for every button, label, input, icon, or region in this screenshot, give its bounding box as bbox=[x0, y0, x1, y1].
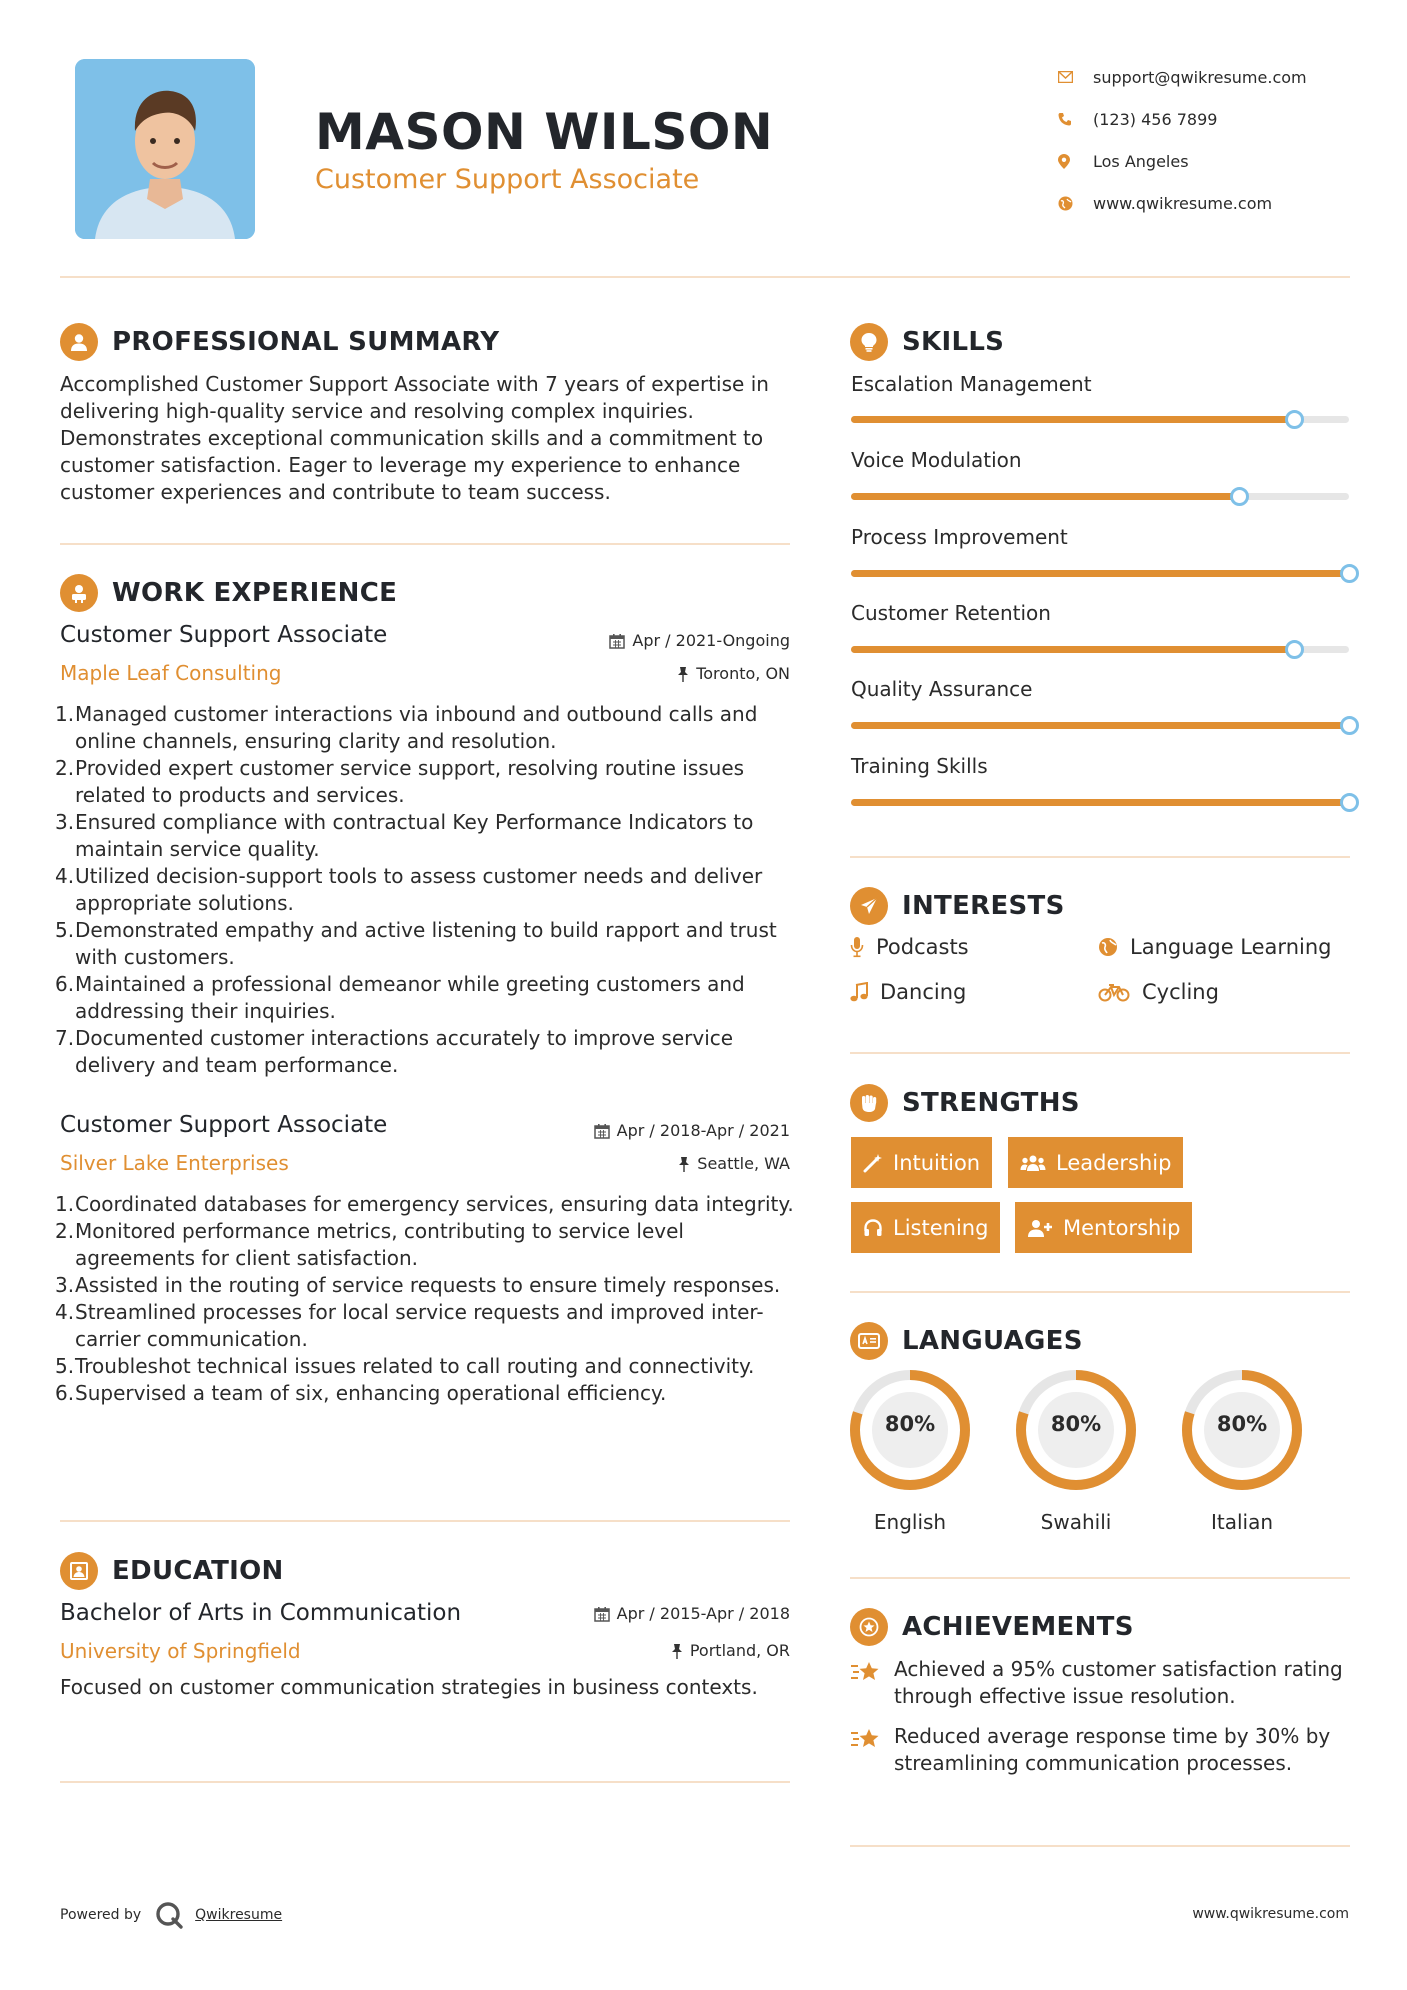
strengths-divider bbox=[850, 1291, 1350, 1293]
language-english bbox=[848, 1368, 972, 1534]
language-card-icon bbox=[850, 1322, 888, 1360]
job-2-title: Customer Support Associate bbox=[60, 1112, 388, 1138]
skill-bar bbox=[851, 416, 1349, 423]
strengths-heading: STRENGTHS bbox=[902, 1088, 1080, 1118]
list-item: 1. Coordinated databases for emergency services, ensuring data integrity. bbox=[55, 1192, 794, 1216]
skill-bar-fill bbox=[851, 493, 1239, 500]
achievement-text: Achieved a 95% customer satisfaction rating through effective issue resolution. bbox=[894, 1657, 1343, 1708]
interest-label: Language Learning bbox=[1130, 935, 1332, 959]
education-location bbox=[540, 1641, 790, 1660]
interests-heading: INTERESTS bbox=[902, 891, 1065, 921]
job-1-location-text: Toronto, ON bbox=[696, 664, 790, 683]
shooting-star-icon bbox=[850, 1727, 882, 1751]
language-percent: 80% bbox=[1050, 1412, 1102, 1436]
skill-bar-fill bbox=[851, 722, 1349, 729]
skills-divider bbox=[850, 856, 1350, 858]
contact-location-text: Los Angeles bbox=[1093, 151, 1189, 171]
footer-url[interactable]: www.qwikresume.com bbox=[1192, 1906, 1349, 1922]
skill-bar-knob bbox=[1340, 793, 1359, 812]
experience-heading: WORK EXPERIENCE bbox=[112, 578, 398, 608]
strength-label: Leadership bbox=[1056, 1150, 1172, 1175]
achievements-heading: ACHIEVEMENTS bbox=[902, 1612, 1134, 1642]
users-icon bbox=[1020, 1153, 1046, 1173]
strength-chip-leadership bbox=[1008, 1137, 1183, 1188]
contact-phone[interactable] bbox=[1055, 98, 1307, 140]
powered-by-text: Powered by bbox=[60, 1907, 142, 1923]
map-pin-icon bbox=[1055, 154, 1093, 169]
summary-text: Accomplished Customer Support Associate with 7 years of expertise in delivering high-quality service and resolving complex inquiries. Demonstrates exceptional communication skills and a commitment to customer satisfaction. Eager to leverage my experience to enhance customer experiences and contribute to team success. bbox=[60, 372, 769, 504]
job-1-date-text: Apr / 2021-Ongoing bbox=[632, 631, 790, 650]
skill-label: Process Improvement bbox=[851, 525, 1068, 549]
skill-bar-knob bbox=[1285, 640, 1304, 659]
skill-bar bbox=[851, 722, 1349, 729]
list-item: 2. Monitored performance metrics, contributing to service level agreements for client satisfaction. bbox=[55, 1219, 684, 1270]
job-1-company: Maple Leaf Consulting bbox=[60, 661, 282, 685]
interest-label: Dancing bbox=[880, 980, 967, 1004]
skill-bar-fill bbox=[851, 799, 1349, 806]
list-item: 2. Provided expert customer service support, resolving routine issues related to products and services. bbox=[55, 756, 745, 807]
language-name: Italian bbox=[1210, 1510, 1274, 1534]
shooting-star-icon bbox=[850, 1660, 882, 1684]
magic-wand-icon bbox=[863, 1153, 883, 1173]
skill-label: Customer Retention bbox=[851, 601, 1051, 625]
strength-label: Mentorship bbox=[1063, 1215, 1181, 1240]
languages-section-header bbox=[850, 1322, 1083, 1360]
pushpin-icon bbox=[677, 666, 689, 682]
skill-bar-knob bbox=[1340, 716, 1359, 735]
globe-icon bbox=[1098, 937, 1118, 957]
star-badge-icon bbox=[850, 1608, 888, 1646]
list-item: 7. Documented customer interactions accurately to improve service delivery and team performance. bbox=[55, 1026, 734, 1077]
achievement-item bbox=[850, 1656, 1350, 1710]
list-item: 5. Demonstrated empathy and active listening to build rapport and trust with customers. bbox=[55, 918, 777, 969]
interest-dancing bbox=[850, 980, 966, 1004]
list-item: 4. Utilized decision-support tools to assess customer needs and deliver appropriate solutions. bbox=[55, 864, 763, 915]
headphones-icon bbox=[863, 1218, 883, 1238]
contact-email[interactable] bbox=[1055, 56, 1307, 98]
job-1-bullets bbox=[55, 701, 800, 1079]
achievements-divider bbox=[850, 1845, 1350, 1847]
graduation-icon bbox=[60, 1552, 98, 1590]
skill-label: Training Skills bbox=[851, 754, 988, 778]
skill-bar-fill bbox=[851, 646, 1294, 653]
skill-bar-fill bbox=[851, 416, 1294, 423]
user-plus-icon bbox=[1027, 1218, 1053, 1238]
calendar-icon bbox=[594, 1123, 610, 1139]
calendar-icon bbox=[609, 633, 625, 649]
achievements-section-header bbox=[850, 1608, 1134, 1646]
candidate-title: Customer Support Associate bbox=[315, 164, 700, 195]
contact-list bbox=[1055, 56, 1307, 224]
calendar-icon bbox=[594, 1606, 610, 1622]
job-1-date bbox=[540, 631, 790, 650]
music-note-icon bbox=[850, 982, 868, 1002]
skill-label: Quality Assurance bbox=[851, 677, 1033, 701]
strength-chip-mentorship bbox=[1015, 1202, 1192, 1253]
languages-heading: LANGUAGES bbox=[902, 1326, 1083, 1356]
language-swahili bbox=[1014, 1368, 1138, 1534]
education-school: University of Springfield bbox=[60, 1639, 301, 1663]
job-2-date-text: Apr / 2018-Apr / 2021 bbox=[616, 1121, 790, 1140]
qwikresume-logo-icon bbox=[153, 1900, 187, 1930]
interest-label: Podcasts bbox=[876, 935, 969, 959]
education-date bbox=[540, 1604, 790, 1623]
contact-website[interactable] bbox=[1055, 182, 1307, 224]
education-heading: EDUCATION bbox=[112, 1556, 284, 1586]
job-2-company: Silver Lake Enterprises bbox=[60, 1151, 289, 1175]
education-date-text: Apr / 2015-Apr / 2018 bbox=[616, 1604, 790, 1623]
list-item: 1. Managed customer interactions via inbound and outbound calls and online channels, ensuring clarity and resolution. bbox=[55, 702, 758, 753]
list-item: 5. Troubleshot technical issues related to call routing and connectivity. bbox=[55, 1354, 755, 1378]
language-name: English bbox=[873, 1510, 947, 1534]
experience-divider bbox=[60, 1520, 790, 1522]
language-percent: 80% bbox=[884, 1412, 936, 1436]
interests-section-header bbox=[850, 887, 1065, 925]
skill-bar bbox=[851, 799, 1349, 806]
summary-section-header bbox=[60, 323, 499, 361]
strengths-section-header bbox=[850, 1084, 1080, 1122]
fist-icon bbox=[850, 1084, 888, 1122]
education-divider bbox=[60, 1781, 790, 1783]
education-location-text: Portland, OR bbox=[689, 1641, 790, 1660]
language-percent: 80% bbox=[1216, 1412, 1268, 1436]
person-photo-icon bbox=[75, 59, 255, 239]
job-2-location bbox=[540, 1154, 790, 1173]
job-2-bullets bbox=[55, 1191, 800, 1407]
job-1-location bbox=[540, 664, 790, 683]
footer-brand-link[interactable]: Qwikresume bbox=[195, 1907, 283, 1923]
languages-divider bbox=[850, 1577, 1350, 1579]
summary-divider bbox=[60, 543, 790, 545]
interest-cycling bbox=[1098, 980, 1219, 1004]
profile-photo bbox=[75, 59, 255, 239]
user-icon bbox=[60, 323, 98, 361]
bicycle-icon bbox=[1098, 982, 1130, 1002]
phone-icon bbox=[1055, 112, 1093, 126]
interests-divider bbox=[850, 1052, 1350, 1054]
achievement-text: Reduced average response time by 30% by streamlining communication processes. bbox=[894, 1724, 1331, 1775]
pushpin-icon bbox=[678, 1156, 690, 1172]
language-name: Swahili bbox=[1040, 1510, 1112, 1534]
paper-plane-icon bbox=[850, 887, 888, 925]
list-item: 6. Supervised a team of six, enhancing operational efficiency. bbox=[55, 1381, 667, 1405]
skill-bar bbox=[851, 570, 1349, 577]
lightbulb-icon bbox=[850, 323, 888, 361]
skill-bar-knob bbox=[1230, 487, 1249, 506]
skill-bar-fill bbox=[851, 570, 1349, 577]
skill-bar-knob bbox=[1285, 410, 1304, 429]
list-item: 3. Ensured compliance with contractual Key Performance Indicators to maintain service quality. bbox=[55, 810, 754, 861]
briefcase-icon bbox=[60, 574, 98, 612]
envelope-icon bbox=[1055, 71, 1093, 83]
education-section-header bbox=[60, 1552, 284, 1590]
skills-heading: SKILLS bbox=[902, 327, 1005, 357]
job-1-title: Customer Support Associate bbox=[60, 622, 388, 648]
pushpin-icon bbox=[671, 1643, 683, 1659]
footer-powered-by bbox=[60, 1900, 282, 1930]
microphone-icon bbox=[850, 936, 864, 958]
contact-location bbox=[1055, 140, 1307, 182]
contact-phone-text: (123) 456 7899 bbox=[1093, 109, 1218, 129]
summary-heading: PROFESSIONAL SUMMARY bbox=[112, 327, 500, 357]
header-divider bbox=[60, 276, 1350, 278]
candidate-name: MASON WILSON bbox=[315, 103, 774, 161]
interest-language-learning bbox=[1098, 935, 1331, 959]
list-item: 6. Maintained a professional demeanor while greeting customers and addressing their inquiries. bbox=[55, 972, 745, 1023]
list-item: 4. Streamlined processes for local service requests and improved inter-carrier communication. bbox=[55, 1300, 764, 1351]
strength-chip-intuition bbox=[851, 1137, 992, 1188]
contact-website-text: www.qwikresume.com bbox=[1093, 193, 1273, 213]
strength-label: Intuition bbox=[893, 1150, 981, 1175]
interest-label: Cycling bbox=[1142, 980, 1219, 1004]
language-italian bbox=[1180, 1368, 1304, 1534]
globe-icon bbox=[1055, 196, 1093, 211]
skill-label: Voice Modulation bbox=[851, 448, 1022, 472]
achievement-item bbox=[850, 1723, 1350, 1777]
strength-label: Listening bbox=[893, 1215, 989, 1240]
skill-bar bbox=[851, 493, 1349, 500]
education-degree: Bachelor of Arts in Communication bbox=[60, 1600, 462, 1626]
contact-email-text: support@qwikresume.com bbox=[1093, 67, 1307, 87]
strength-chip-listening bbox=[851, 1202, 1000, 1253]
job-2-date bbox=[540, 1121, 790, 1140]
skill-label: Escalation Management bbox=[851, 372, 1092, 396]
skill-bar-knob bbox=[1340, 564, 1359, 583]
skills-section-header bbox=[850, 323, 1004, 361]
job-2-location-text: Seattle, WA bbox=[697, 1154, 790, 1173]
list-item: 3. Assisted in the routing of service requests to ensure timely responses. bbox=[55, 1273, 781, 1297]
experience-section-header bbox=[60, 574, 397, 612]
skill-bar bbox=[851, 646, 1349, 653]
education-description: Focused on customer communication strategies in business contexts. bbox=[60, 1675, 758, 1699]
interest-podcasts bbox=[850, 935, 969, 959]
